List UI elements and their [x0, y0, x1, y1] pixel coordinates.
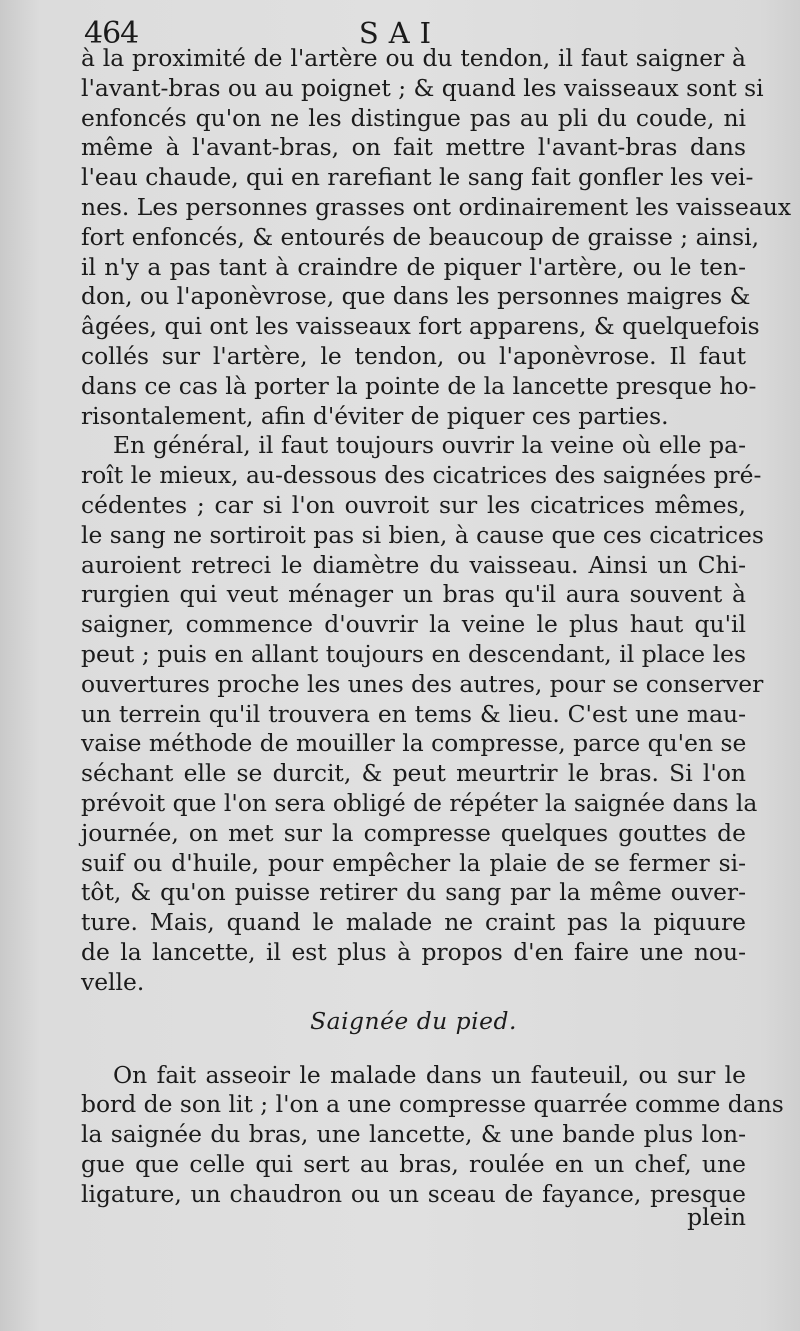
- body-text: [81, 44, 792, 1209]
- text-line: il n'y a pas tant à craindre de piquer l'artère, ou le ten-: [81, 252, 746, 281]
- text-line: vaise méthode de mouiller la compresse, parce qu'en se: [81, 729, 747, 758]
- text-line: cédentes ; car si l'on ouvroit sur les cicatrices mêmes,: [81, 490, 746, 519]
- text-line: rurgien qui veut ménager un bras qu'il aura souvent à: [81, 580, 746, 609]
- text-line: un terrein qu'il trouvera en tems & lieu. C'est une mau-: [81, 699, 746, 728]
- text-line: collés sur l'artère, le tendon, ou l'aponèvrose. Il faut: [81, 341, 746, 370]
- page-number: 464: [84, 16, 139, 51]
- text-line: ture. Mais, quand le malade ne craint pas la piquure: [81, 908, 746, 937]
- text-line: peut ; puis en allant toujours en descendant, il place les: [81, 639, 746, 668]
- text-line: fort enfoncés, & entourés de beaucoup de graisse ; ainsi,: [81, 222, 760, 251]
- text-line: ligature, un chaudron ou un sceau de fayance, presque: [81, 1179, 746, 1208]
- text-line: risontalement, afin d'éviter de piquer ces parties.: [81, 401, 669, 430]
- text-line: bord de son lit ; l'on a une compresse quarrée comme dans: [81, 1090, 784, 1119]
- text-line: nes. Les personnes grasses ont ordinairement les vaisseaux: [81, 192, 792, 221]
- text-line: journée, on met sur la compresse quelques gouttes de: [81, 818, 746, 847]
- section-heading: Saignée du pied.: [310, 1006, 517, 1035]
- catchword: plein: [687, 1203, 746, 1231]
- running-head: SAI: [358, 16, 442, 50]
- text-line: de la lancette, il est plus à propos d'en faire une nou-: [81, 937, 746, 966]
- text-line: l'eau chaude, qui en rarefiant le sang fait gonfler les vei-: [81, 163, 754, 192]
- paragraph-2: [81, 431, 764, 997]
- text-line: le sang ne sortiroit pas si bien, à cause que ces cicatrices: [81, 520, 764, 549]
- text-line: tôt, & qu'on puisse retirer du sang par la même ouver-: [81, 878, 746, 907]
- paragraph-3: [81, 1060, 784, 1210]
- text-line: dans ce cas là porter la pointe de la lancette presque ho-: [81, 371, 757, 400]
- text-line: suif ou d'huile, pour empêcher la plaie de se fermer si-: [81, 848, 746, 877]
- text-line: même à l'avant-bras, on fait mettre l'avant-bras dans: [81, 133, 746, 162]
- text-line: saigner, commence d'ouvrir la veine le plus haut qu'il: [81, 610, 746, 639]
- text-line: velle.: [81, 967, 145, 996]
- text-line: enfoncés qu'on ne les distingue pas au pli du coude, ni: [81, 103, 746, 132]
- text-line: la saignée du bras, une lancette, & une bande plus lon-: [81, 1120, 746, 1149]
- text-line: ouvertures proche les unes des autres, pour se conserver: [81, 669, 764, 698]
- text-line: l'avant-bras ou au poignet ; & quand les vaisseaux sont si: [81, 73, 764, 102]
- text-line: En général, il faut toujours ouvrir la veine où elle pa-: [113, 431, 746, 460]
- text-line: prévoit que l'on sera obligé de répéter la saignée dans la: [81, 788, 758, 817]
- paragraph-1: [81, 44, 792, 431]
- text-line: roît le mieux, au-dessous des cicatrices des saignées pré-: [81, 461, 762, 490]
- text-line: à la proximité de l'artère ou du tendon, il faut saigner à: [81, 44, 746, 72]
- text-line: séchant elle se durcit, & peut meurtrir le bras. Si l'on: [81, 759, 746, 788]
- text-line: auroient retreci le diamètre du vaisseau. Ainsi un Chi-: [81, 550, 746, 579]
- text-line: gue que celle qui sert au bras, roulée en un chef, une: [81, 1149, 746, 1178]
- text-line: âgées, qui ont les vaisseaux fort apparens, & quelquefois: [81, 312, 760, 341]
- text-line: don, ou l'aponèvrose, que dans les personnes maigres &: [81, 282, 751, 311]
- text-line: On fait asseoir le malade dans un fauteuil, ou sur le: [113, 1060, 746, 1089]
